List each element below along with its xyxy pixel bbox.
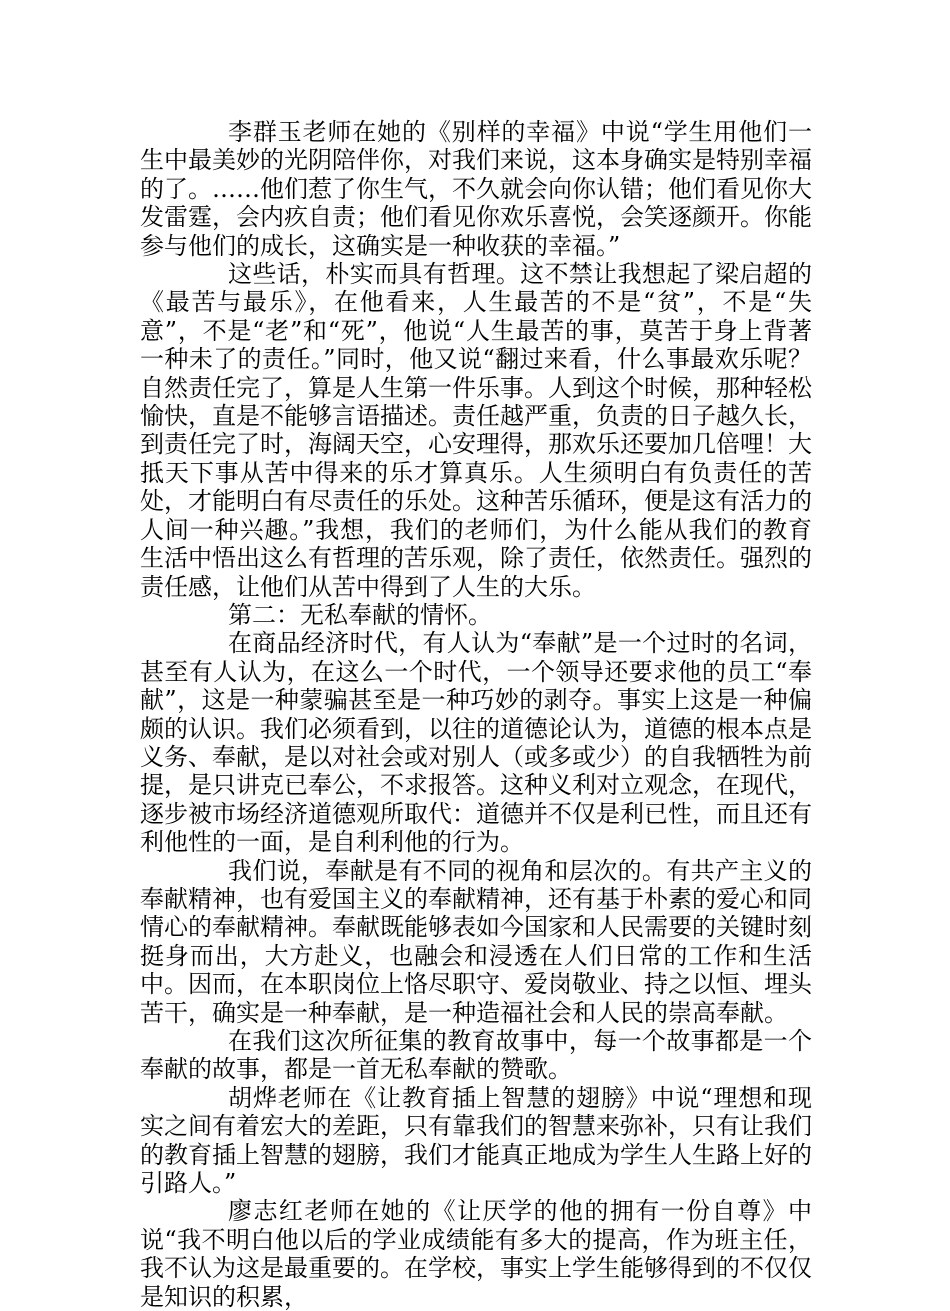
paragraph-li-qunyu-quote: 李群玉老师在她的《别样的幸福》中说“学生用他们一生中最美妙的光阴陪伴你，对我们来说，这本身确实是特别幸福的了。……他们惹了你生气，不久就会向你认错；他们看见你大发雷霆，会内疚自责；他们看见你欢乐喜悦，会笑逐颜开。你能参与他们的成长，这确实是一种收获的幸福。” <box>140 118 812 260</box>
section-heading-selfless-dedication: 第二：无私奉献的情怀。 <box>228 600 492 629</box>
paragraph-dedication-levels: 我们说，奉献是有不同的视角和层次的。有共产主义的奉献精神，也有爱国主义的奉献精神，还有基于朴素的爱心和同情心的奉献精神。奉献既能够表如今国家和人民需要的关键时刻挺身而出，大方赴义，也融会和浸透在人们日常的工作和生活中。因而，在本职岗位上恪尽职守、爱岗敬业、持之以恒、埋头苦干，确实是一种奉献，是一种造福社会和人民的崇高奉献。 <box>140 856 812 1027</box>
paragraph-education-stories: 在我们这次所征集的教育故事中，每一个故事都是一个奉献的故事，都是一首无私奉献的赞歌。 <box>140 1027 812 1084</box>
paragraph-liang-qichao: 这些话，朴实而具有哲理。这不禁让我想起了梁启超的《最苦与最乐》，在他看来，人生最苦的不是“贫”，不是“失意”，不是“老”和“死”，他说“人生最苦的事，莫苦于身上背著一种未了的责任。”同时，他又说“翻过来看，什么事最欢乐呢？自然责任完了，算是人生第一件乐事。人到这个时候，那种轻松愉快，直是不能够言语描述。责任越严重，负责的日子越久长，到责任完了时，海阔天空，心安理得，那欢乐还要加几倍哩！大抵天下事从苦中得来的乐才算真乐。人生须明白有负责任的苦处，才能明白有尽责任的乐处。这种苦乐循环，便是这有活力的人间一种兴趣。”我想，我们的老师们，为什么能从我们的教育生活中悟出这么有哲理的苦乐观，除了责任，依然责任。强烈的责任感，让他们从苦中得到了人生的大乐。 <box>140 260 812 601</box>
paragraph-liao-zhihong-quote: 廖志红老师在她的《让厌学的他的拥有一份自尊》中说“我不明白他以后的学业成绩能有多大的提高，作为班主任，我不认为这是最重要的。在学校，事实上学生能够得到的不仅仅是知识的积累， <box>140 1197 812 1311</box>
paragraph-hu-ye-quote: 胡烨老师在《让教育插上智慧的翅膀》中说“理想和现实之间有着宏大的差距，只有靠我们的智慧来弥补，只有让我们的教育插上智慧的翅膀，我们才能真正地成为学生人生路上好的引路人。” <box>140 1083 812 1198</box>
paragraph-commodity-economy: 在商品经济时代，有人认为“奉献”是一个过时的名词，甚至有人认为，在这么一个时代，一个领导还要求他的员工“奉献”，这是一种蒙骗甚至是一种巧妙的剥夺。事实上这是一种偏颇的认识。我们必须看到，以往的道德论认为，道德的根本点是义务、奉献，是以对社会或对别人（或多或少）的自我牺牲为前提，是只讲克已奉公，不求报答。这种义利对立观念，在现代，逐步被市场经济道德观所取代：道德并不仅是利已性，而且还有利他性的一面，是自利利他的行为。 <box>140 629 812 857</box>
document-page <box>140 118 812 1311</box>
